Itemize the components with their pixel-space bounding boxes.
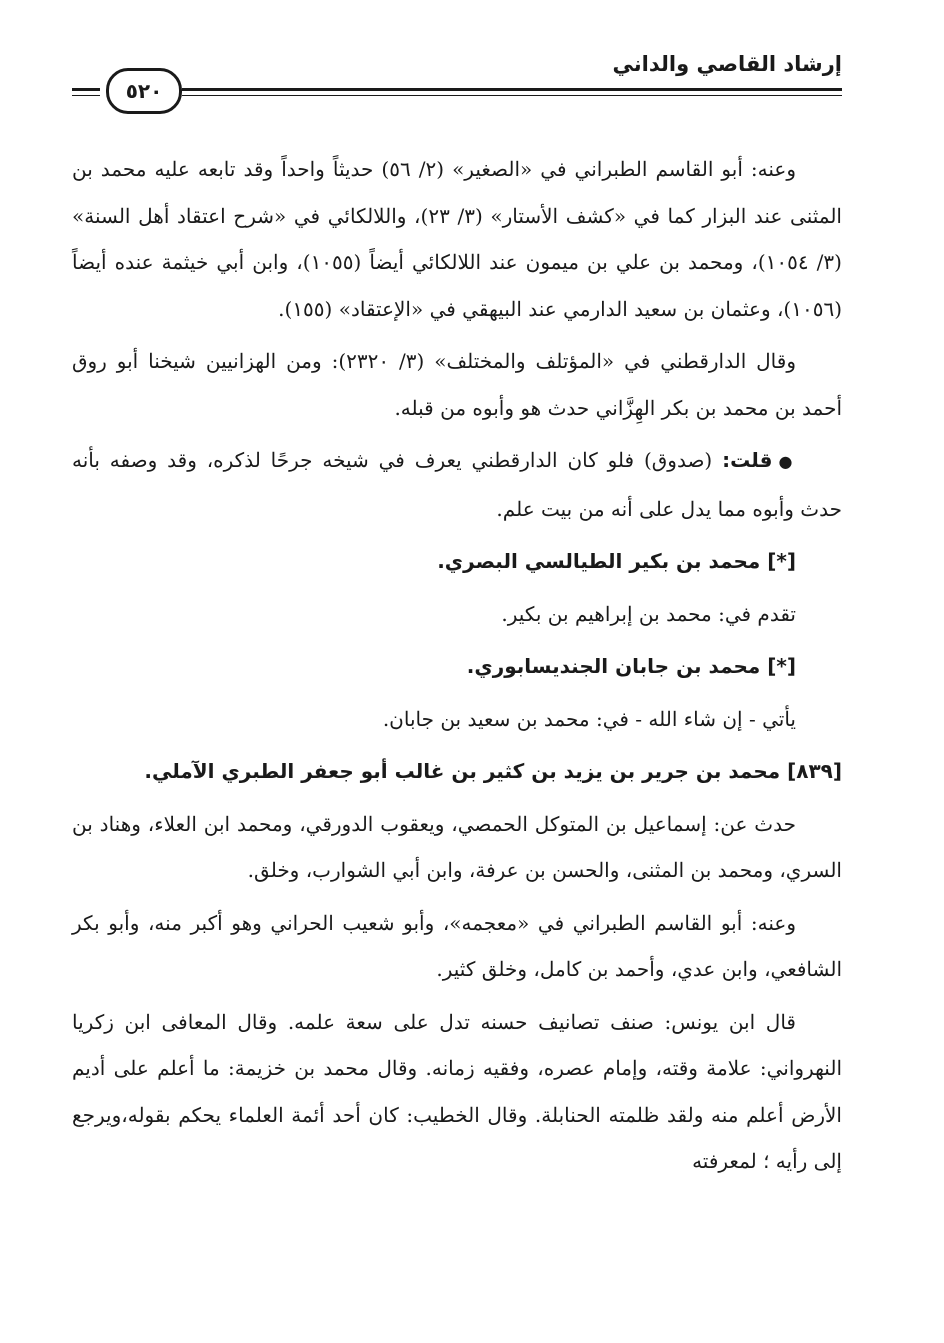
header-rule-thin: [182, 95, 842, 96]
entry-heading-839: [٨٣٩] محمد بن جرير بن يزيد بن كثير بن غالب أبو جعفر الطبري الآملي.: [144, 759, 842, 783]
paragraph-praise: قال ابن يونس: صنف تصانيف حسنه تدل على سعة علمه. وقال المعافى ابن زكريا النهرواني: علامة وقته، وإمام عصره، وفقيه زمانه. وقال محمد بن خزيمة: ما أعلم على أديم الأرض أعلم منه ولقد ظلمته الحنابلة. وقال الخطيب: كان أحد أئمة العلماء يحكم بقوله،ويرجع إلى رأيه ؛ لمعرفته: [72, 1009, 842, 1173]
running-title: إرشاد القاصي والداني: [612, 52, 842, 76]
bullet-icon: ●: [778, 452, 796, 471]
page-number: ٥٢٠: [106, 68, 182, 114]
cross-reference-2: يأتي - إن شاء الله - في: محمد بن سعيد بن جابان.: [382, 706, 796, 731]
cross-reference-1: تقدم في: محمد بن إبراهيم بن بكير.: [501, 601, 796, 626]
note-label: قلت:: [722, 448, 773, 472]
paragraph-students: وعنه: أبو القاسم الطبراني في «معجمه»، وأبو شعيب الحراني وهو أكبر منه، وأبو بكر الشافعي، وابن عدي، وأحمد بن كامل، وخلق كثير.: [72, 910, 842, 981]
note-paragraph: [72, 437, 842, 532]
paragraph-teachers: حدث عن: إسماعيل بن المتوكل الحمصي، ويعقوب الدورقي، ومحمد ابن العلاء، وهناد بن السري، ومحمد بن المثنى، والحسن بن عرفة، وابن أبي الشوارب، وخلق.: [72, 811, 842, 882]
header-rule-thick: [182, 88, 842, 91]
page-header: [72, 42, 842, 112]
paragraph-2: وقال الدارقطني في «المؤتلف والمختلف» (٣/ ٢٣٢٠): ومن الهزانيين شيخنا أبو روق أحمد بن محمد بن بكر الهِزَّاني حدث هو وأبوه من قبله.: [72, 349, 842, 420]
main-text: [72, 146, 842, 1191]
header-rule-stub: [72, 88, 100, 91]
header-rule-stub-thin: [72, 95, 100, 96]
paragraph-1: وعنه: أبو القاسم الطبراني في «الصغير» (٢/ ٥٦) حديثاً واحداً وقد تابعه عليه محمد بن المثنى عند البزار كما في «كشف الأستار» (٣/ ٢٣)، واللالكائي في «شرح اعتقاد أهل السنة» (٣/ ١٠٥٤)، ومحمد بن علي بن ميمون عند اللالكائي أيضاً (١٠٥٥)، وابن أبي خيثمة عنده أيضاً (١٠٥٦)، وعثمان بن سعيد الدارمي عند البيهقي في «الإعتقاد» (١٥٥).: [72, 157, 842, 321]
subentry-heading-2: [*] محمد بن جابان الجنديسابوري.: [466, 654, 796, 678]
note-text: (صدوق) فلو كان الدارقطني يعرف في شيخه جرحًا لذكره، وقد وصفه بأنه حدث وأبوه مما يدل على أنه من بيت علم.: [72, 448, 842, 521]
subentry-heading-1: [*] محمد بن بكير الطيالسي البصري.: [437, 549, 796, 573]
